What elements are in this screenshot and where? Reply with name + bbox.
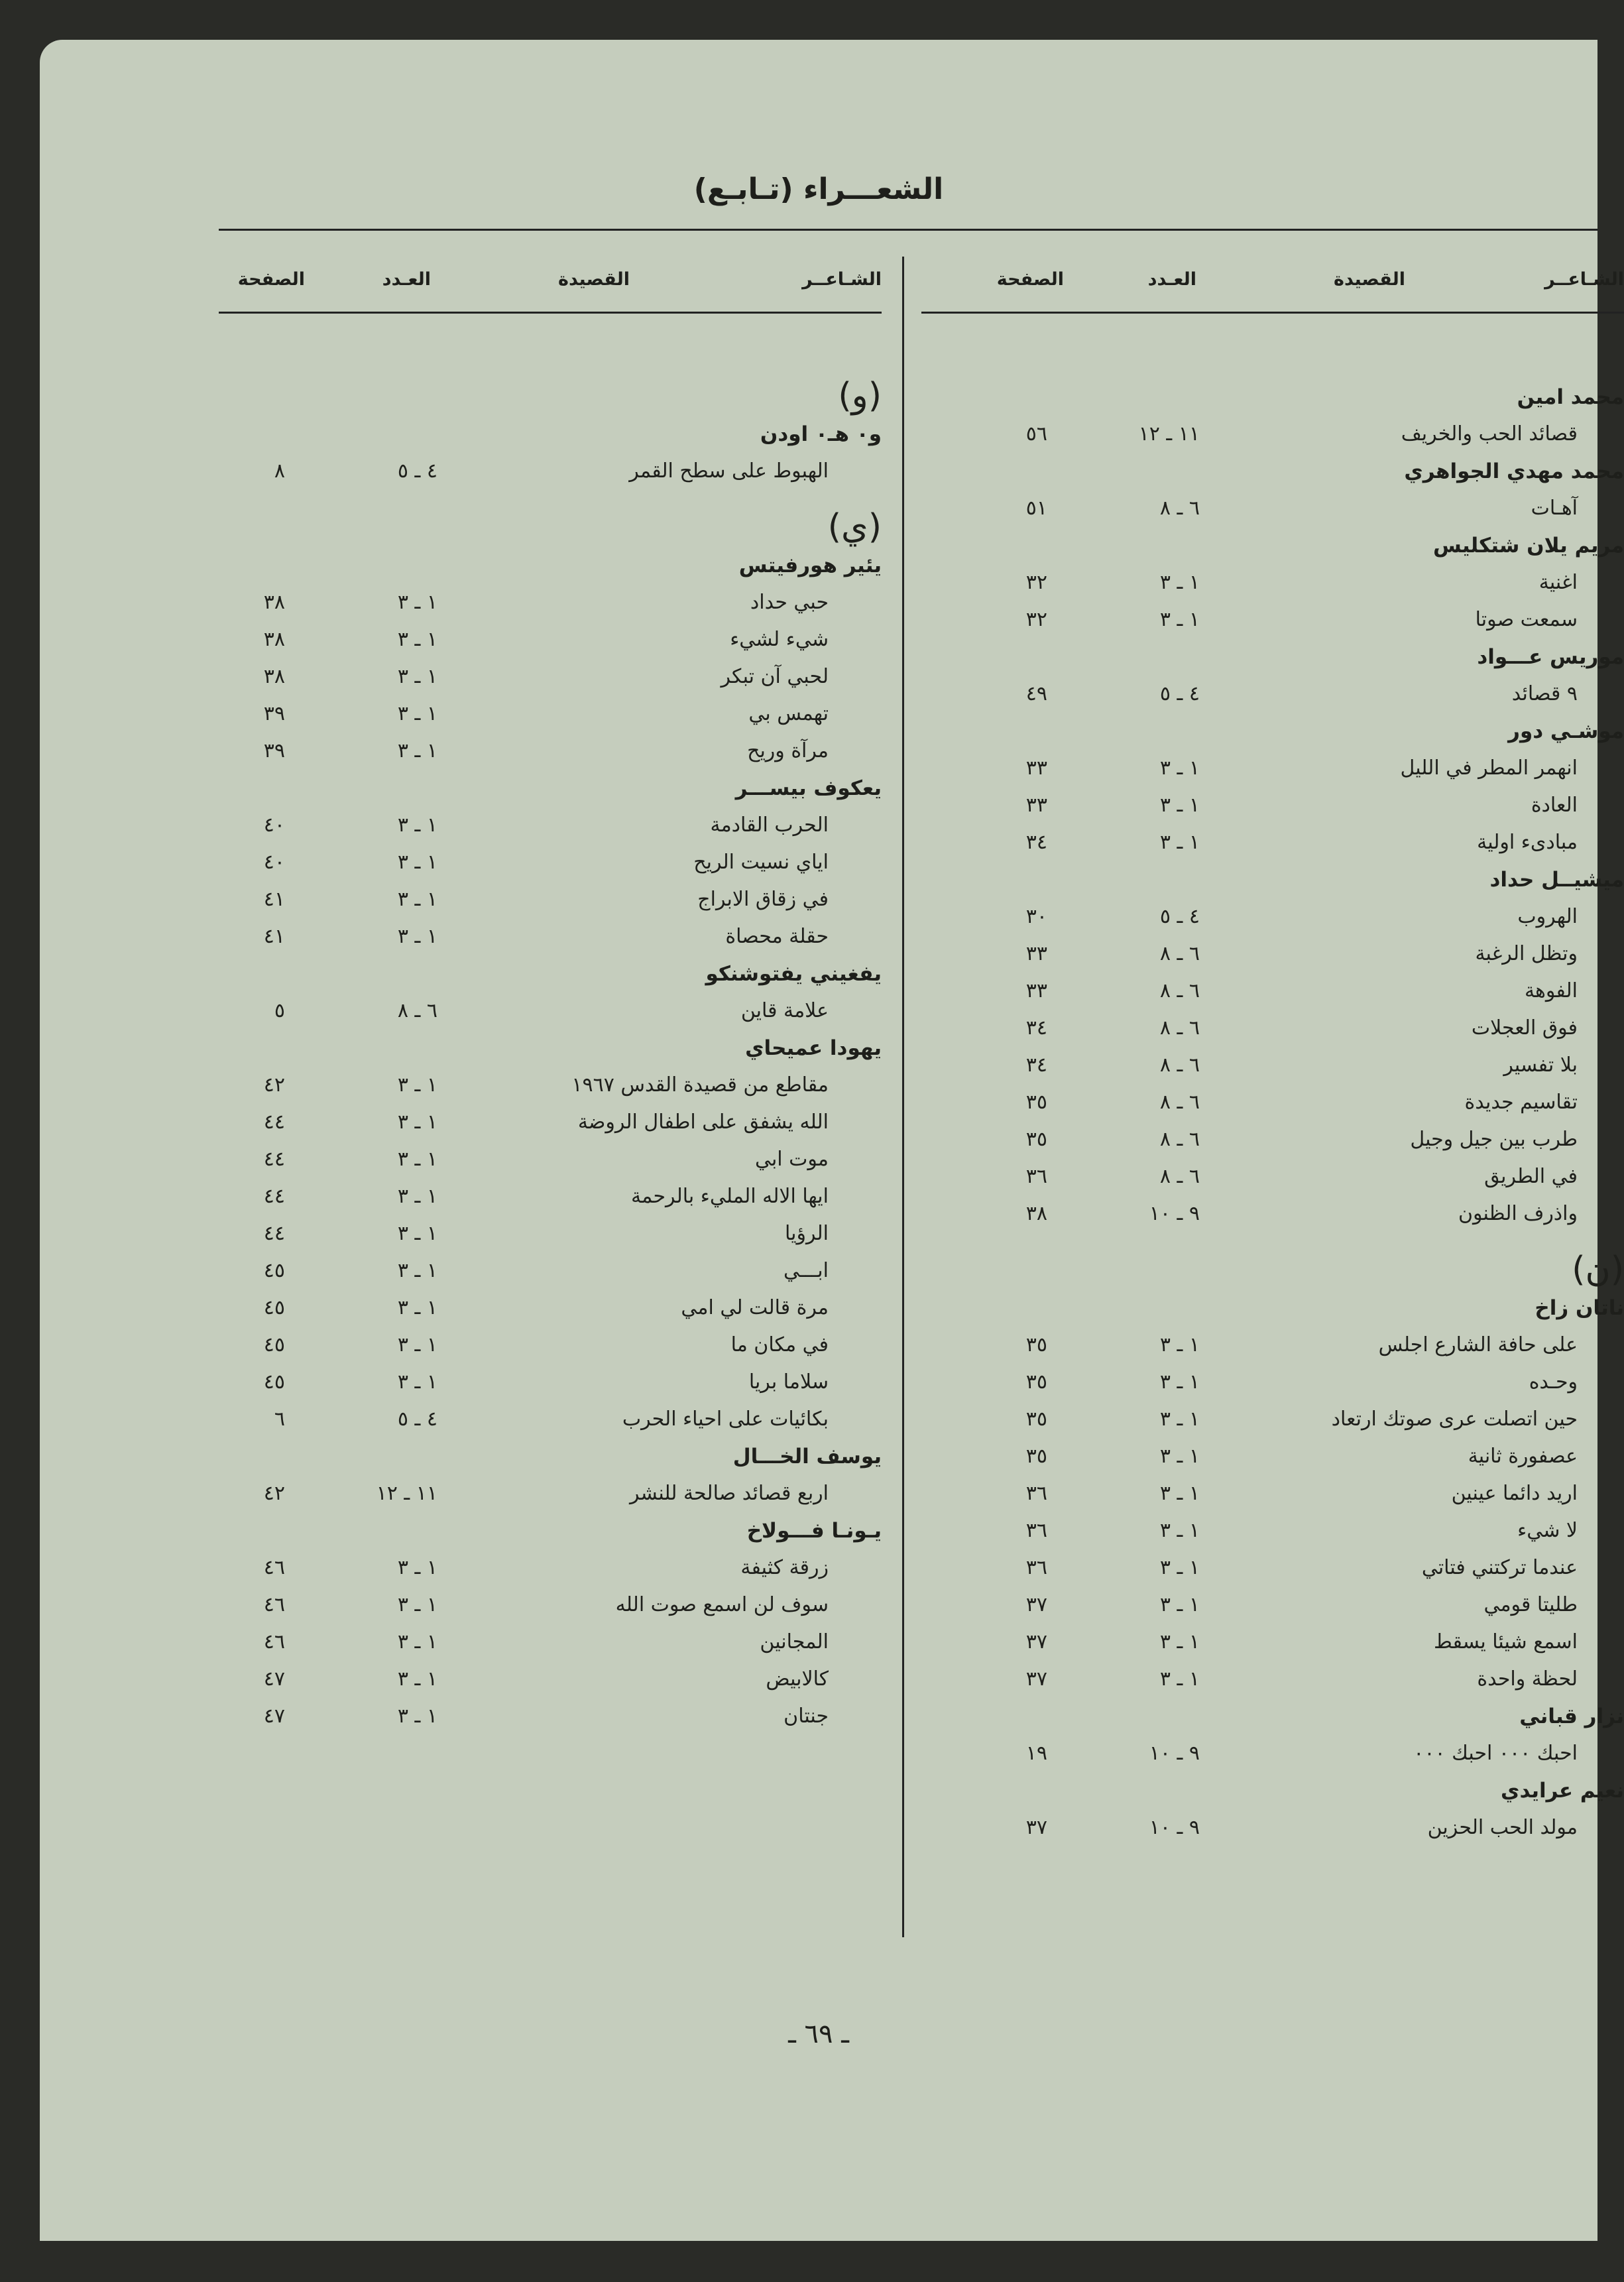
poem-title: الفوهة — [1524, 979, 1578, 1002]
poet-name-row — [921, 863, 1624, 900]
poet-name: محمد امين — [1517, 385, 1624, 409]
poet-name: و٠ هـ٠ اودن — [760, 422, 882, 446]
page-number-cell: ٤٠ — [263, 851, 285, 874]
table-row — [219, 1699, 882, 1736]
section-letter: (و) — [838, 376, 882, 416]
poet-name-row — [921, 1291, 1624, 1328]
poet-name-row — [219, 771, 882, 808]
top-rule — [219, 229, 1597, 231]
table-row — [219, 1625, 882, 1662]
poem-title: سلاما بريا — [748, 1370, 829, 1394]
issue-number: ١ ـ ٣ — [1159, 571, 1200, 594]
poem-title: مرة قالت لي امي — [681, 1296, 829, 1319]
page-number-cell: ١٩ — [1025, 1742, 1047, 1765]
table-row — [219, 1254, 882, 1291]
table-row — [219, 1551, 882, 1588]
poem-title: حبي حداد — [750, 591, 829, 614]
poem-title: بكائيات على احياء الحرب — [622, 1408, 829, 1431]
poem-title: مولد الحب الحزين — [1427, 1816, 1578, 1839]
poet-name-row — [921, 528, 1624, 566]
poem-title: بلا تفسير — [1503, 1053, 1578, 1077]
poet-name: مريم يلان شتكليس — [1433, 534, 1624, 558]
issue-number: ١ ـ ٣ — [397, 1185, 437, 1208]
table-row — [921, 751, 1624, 788]
poet-name: نعيم عرايدي — [1501, 1779, 1624, 1803]
poem-title: احبك ٠٠٠ احبك ٠٠٠ — [1413, 1742, 1578, 1765]
poet-name: يئير هورفيتس — [738, 554, 882, 577]
poet-name: موريس عـــواد — [1477, 645, 1624, 669]
page-number-cell: ٤٥ — [263, 1333, 285, 1356]
poem-title: مبادىء اولية — [1477, 831, 1578, 854]
table-row — [219, 1476, 882, 1514]
table-row — [921, 1122, 1624, 1160]
spacer — [921, 360, 1624, 380]
poet-name-row — [921, 640, 1624, 677]
poem-title: اريد دائما عينين — [1451, 1482, 1578, 1505]
page-number-cell: ٣٦ — [1025, 1165, 1047, 1188]
page-number-cell: ٣٥ — [1025, 1091, 1047, 1114]
table-row — [921, 1662, 1624, 1699]
table-row — [219, 920, 882, 957]
table-row — [921, 1625, 1624, 1662]
poet-name-row — [921, 714, 1624, 751]
page-number-cell: ٥١ — [1025, 497, 1047, 520]
page-number: ـ ٦٩ ـ — [788, 2019, 849, 2049]
issue-number: ٤ ـ ٥ — [397, 1408, 437, 1431]
poem-title: الحرب القادمة — [710, 813, 829, 837]
table-row — [921, 1476, 1624, 1514]
table-row — [219, 585, 882, 623]
issue-number: ١ ـ ٣ — [397, 1148, 437, 1171]
page-number-cell: ٤٠ — [263, 813, 285, 837]
page-number-cell: ٤٩ — [1025, 682, 1047, 705]
page-number-cell: ٤١ — [263, 888, 285, 911]
header-page: الصفحة — [237, 269, 305, 290]
left-column-header — [219, 265, 882, 314]
table-row — [219, 1291, 882, 1328]
issue-number: ١ ـ ٣ — [397, 1073, 437, 1097]
poet-name: نزار قباني — [1519, 1705, 1624, 1728]
section-letter-row — [921, 1250, 1624, 1291]
issue-number: ١ ـ ٣ — [397, 1667, 437, 1691]
header-page: الصفحة — [996, 269, 1064, 290]
poem-title: ابـــي — [783, 1259, 829, 1282]
poem-title: ايها الاله المليء بالرحمة — [631, 1185, 829, 1208]
table-row — [219, 1328, 882, 1365]
table-row — [921, 1402, 1624, 1439]
header-poem: القصيدة — [1334, 269, 1405, 290]
poem-title: موت ابي — [754, 1148, 829, 1171]
issue-number: ١ ـ ٣ — [1159, 1408, 1200, 1431]
issue-number: ١ ـ ٣ — [397, 1593, 437, 1616]
issue-number: ١ ـ ٣ — [1159, 756, 1200, 780]
issue-number: ١ ـ ٣ — [1159, 1593, 1200, 1616]
spacer — [219, 360, 882, 380]
poet-name-row — [219, 957, 882, 994]
page-number-cell: ٤٧ — [263, 1705, 285, 1728]
issue-number: ١ ـ ٣ — [1159, 1630, 1200, 1653]
issue-number: ١ ـ ٣ — [1159, 1445, 1200, 1468]
issue-number: ٦ ـ ٨ — [1159, 979, 1200, 1002]
issue-number: ١ ـ ٣ — [397, 1259, 437, 1282]
table-row — [219, 734, 882, 771]
poet-name: يعكوف بيســـر — [735, 776, 882, 800]
issue-number: ١ ـ ٣ — [1159, 1333, 1200, 1356]
issue-number: ٦ ـ ٨ — [1159, 1053, 1200, 1077]
issue-number: ١ ـ ٣ — [397, 851, 437, 874]
issue-number: ١ ـ ٣ — [397, 888, 437, 911]
table-row — [921, 1514, 1624, 1551]
header-poet: الشـاعــر — [802, 269, 882, 290]
header-poem: القصيدة — [558, 269, 630, 290]
spacer — [219, 491, 882, 511]
page-number-cell: ٣٥ — [1025, 1333, 1047, 1356]
poet-name: يهودا عميحاي — [745, 1036, 882, 1060]
page-number-cell: ٣٣ — [1025, 756, 1047, 780]
issue-number: ٩ ـ ١٠ — [1149, 1202, 1200, 1225]
poem-title: حين اتصلت عرى صوتك ارتعاد — [1331, 1408, 1578, 1431]
poem-title: تهمس بي — [748, 702, 829, 725]
page-number-cell: ٣٧ — [1025, 1630, 1047, 1653]
table-row — [921, 417, 1624, 454]
poem-title: المجانين — [760, 1630, 829, 1653]
page-number-cell: ٣٥ — [1025, 1445, 1047, 1468]
table-row — [921, 1588, 1624, 1625]
issue-number: ١ ـ ٣ — [397, 1333, 437, 1356]
issue-number: ٦ ـ ٨ — [1159, 1016, 1200, 1040]
page-number-cell: ٤٤ — [263, 1111, 285, 1134]
page-number-cell: ٣٥ — [1025, 1370, 1047, 1394]
issue-number: ٦ ـ ٨ — [1159, 497, 1200, 520]
left-column-rows — [219, 314, 882, 1736]
issue-number: ١ ـ ٣ — [397, 591, 437, 614]
poem-title: حقلة محصاة — [725, 925, 829, 948]
issue-number: ٤ ـ ٥ — [397, 459, 437, 483]
poet-name: محمد مهدي الجواهري — [1404, 459, 1624, 483]
issue-number: ١ ـ ٣ — [397, 813, 437, 837]
poem-title: فوق العجلات — [1471, 1016, 1578, 1040]
page-number-cell: ٤٤ — [263, 1148, 285, 1171]
poet-name: يوسف الخـــال — [732, 1445, 882, 1469]
section-letter-row — [219, 376, 882, 417]
poet-name-row — [219, 417, 882, 454]
poem-title: الله يشفق على اطفال الروضة — [577, 1111, 829, 1134]
poet-name-row — [921, 1699, 1624, 1736]
issue-number: ١ ـ ٣ — [397, 628, 437, 651]
issue-number: ٦ ـ ٨ — [397, 999, 437, 1022]
poem-title: اياي نسيت الريح — [693, 851, 829, 874]
page-number-cell: ٣٢ — [1025, 571, 1047, 594]
poem-title: طليتا قومي — [1483, 1593, 1578, 1616]
poem-title: وتظل الرغبة — [1475, 942, 1578, 965]
spacer — [921, 1234, 1624, 1254]
poem-title: مقاطع من قصيدة القدس ١٩٦٧ — [571, 1073, 829, 1097]
table-row — [219, 660, 882, 697]
table-row — [219, 697, 882, 734]
issue-number: ١ ـ ٣ — [1159, 608, 1200, 631]
table-row — [921, 566, 1624, 603]
poem-title: مرآة وريح — [747, 739, 829, 762]
poem-title: اربع قصائد صالحة للنشر — [630, 1482, 829, 1505]
issue-number: ١ ـ ٣ — [397, 739, 437, 762]
table-row — [219, 1662, 882, 1699]
page-number-cell: ٣٥ — [1025, 1408, 1047, 1431]
page-number-cell: ٨ — [274, 459, 285, 483]
page-number-cell: ٤٥ — [263, 1296, 285, 1319]
poem-title: جنتان — [783, 1705, 829, 1728]
table-row — [921, 1811, 1624, 1848]
poem-title: تقاسيم جديدة — [1464, 1091, 1578, 1114]
page-number-cell: ٦ — [274, 1408, 285, 1431]
issue-number: ١ ـ ٣ — [397, 1296, 437, 1319]
page-number-cell: ٤٦ — [263, 1630, 285, 1653]
table-row — [921, 1551, 1624, 1588]
table-row — [921, 1011, 1624, 1048]
issue-number: ١ ـ ٣ — [1159, 794, 1200, 817]
page-number-cell: ٣٤ — [1025, 1016, 1047, 1040]
poet-name: يفغيني يفتوشنكو — [705, 962, 882, 986]
page-number-cell: ٣٨ — [1025, 1202, 1047, 1225]
table-row — [921, 1160, 1624, 1197]
issue-number: ١ ـ ٣ — [1159, 1556, 1200, 1579]
poem-title: لحبي آن تبكر — [721, 665, 829, 688]
issue-number: ٦ ـ ٨ — [1159, 1165, 1200, 1188]
page-number-cell: ٤٦ — [263, 1556, 285, 1579]
poet-name: يـونـا فـــولاخ — [746, 1519, 882, 1543]
poem-title: العادة — [1531, 794, 1578, 817]
poem-title: اسمع شيئا يسقط — [1433, 1630, 1578, 1653]
poem-title: زرقة كثيفة — [740, 1556, 829, 1579]
header-issue: العـدد — [382, 269, 431, 290]
right-column-header — [921, 265, 1624, 314]
column-divider — [902, 257, 904, 1937]
header-poet: الشـاعــر — [1544, 269, 1624, 290]
header-issue: العـدد — [1147, 269, 1196, 290]
poet-name-row — [219, 1031, 882, 1068]
issue-number: ١ ـ ٣ — [397, 702, 437, 725]
issue-number: ١ ـ ٣ — [397, 665, 437, 688]
table-row — [219, 1365, 882, 1402]
table-row — [219, 994, 882, 1031]
page-number-cell: ٤٢ — [263, 1482, 285, 1505]
table-row — [921, 825, 1624, 863]
poet-name-row — [219, 548, 882, 585]
page-number-cell: ٣٢ — [1025, 608, 1047, 631]
page-number-cell: ٤٧ — [263, 1667, 285, 1691]
poem-title: اغنية — [1538, 571, 1578, 594]
page-number-cell: ٤٢ — [263, 1073, 285, 1097]
issue-number: ٦ ـ ٨ — [1159, 942, 1200, 965]
page-number-cell: ٣٨ — [263, 665, 285, 688]
table-row — [921, 1736, 1624, 1773]
issue-number: ١ ـ ٣ — [397, 1705, 437, 1728]
poet-name-row — [921, 1773, 1624, 1811]
table-row — [219, 1068, 882, 1105]
page-number-cell: ٥٦ — [1025, 422, 1047, 446]
page-number-cell: ٣٥ — [1025, 1128, 1047, 1151]
issue-number: ٤ ـ ٥ — [1159, 905, 1200, 928]
page-number-cell: ٣٤ — [1025, 831, 1047, 854]
page-number-cell: ٣٧ — [1025, 1593, 1047, 1616]
poem-title: شيء لشيء — [730, 628, 829, 651]
issue-number: ١ ـ ٣ — [1159, 1370, 1200, 1394]
poem-title: طرب بين جيل وجيل — [1410, 1128, 1578, 1151]
issue-number: ١ ـ ٣ — [397, 1630, 437, 1653]
page-number-cell: ٣٣ — [1025, 942, 1047, 965]
page-number-cell: ٤٤ — [263, 1185, 285, 1208]
table-row — [219, 454, 882, 491]
poem-title: في مكان ما — [730, 1333, 829, 1356]
issue-number: ١ ـ ٣ — [1159, 831, 1200, 854]
poem-title: لحظة واحدة — [1477, 1667, 1578, 1691]
table-row — [219, 882, 882, 920]
page-number-cell: ٣٦ — [1025, 1482, 1047, 1505]
poem-title: عصفورة ثانية — [1468, 1445, 1578, 1468]
table-row — [921, 1048, 1624, 1085]
issue-number: ١ ـ ٣ — [397, 1556, 437, 1579]
poem-title: ٩ قصائد — [1511, 682, 1578, 705]
page-number-cell: ٤٥ — [263, 1370, 285, 1394]
poem-title: وحـده — [1529, 1370, 1578, 1394]
poem-title: لا شيء — [1517, 1519, 1578, 1542]
table-row — [219, 808, 882, 845]
poem-title: قصائد الحب والخريف — [1401, 422, 1578, 446]
table-row — [921, 1439, 1624, 1476]
issue-number: ١ ـ ٣ — [1159, 1482, 1200, 1505]
page-number-cell: ٣٨ — [263, 591, 285, 614]
poet-name-row — [219, 1514, 882, 1551]
poet-name-row — [921, 454, 1624, 491]
page-number-cell: ٣٦ — [1025, 1556, 1047, 1579]
table-row — [921, 937, 1624, 974]
table-row — [921, 1328, 1624, 1365]
page-number-cell: ٤١ — [263, 925, 285, 948]
page-number-cell: ٣٠ — [1025, 905, 1047, 928]
poet-name: ميشيــل حداد — [1489, 868, 1624, 892]
poet-name: موشـي دور — [1508, 719, 1624, 743]
poem-title: الرؤيا — [784, 1222, 829, 1245]
issue-number: ٩ ـ ١٠ — [1149, 1816, 1200, 1839]
poem-title: عندما تركتني فتاتي — [1421, 1556, 1578, 1579]
poem-title: في الطريق — [1484, 1165, 1578, 1188]
issue-number: ١ ـ ٣ — [397, 1370, 437, 1394]
page-number-cell: ٣٩ — [263, 702, 285, 725]
issue-number: ٦ ـ ٨ — [1159, 1128, 1200, 1151]
poem-title: علامة قاين — [740, 999, 829, 1022]
right-column-rows — [921, 314, 1624, 1848]
poet-name: ناتان زاخ — [1535, 1296, 1624, 1320]
page-number-cell: ٣٤ — [1025, 1053, 1047, 1077]
table-row — [219, 1588, 882, 1625]
poet-name-row — [921, 380, 1624, 417]
page-number-cell: ٣٦ — [1025, 1519, 1047, 1542]
table-row — [921, 677, 1624, 714]
table-row — [921, 1365, 1624, 1402]
poem-title: الهروب — [1517, 905, 1578, 928]
poem-title: كالابيض — [766, 1667, 829, 1691]
issue-number: ١ ـ ٣ — [397, 1111, 437, 1134]
table-row — [921, 603, 1624, 640]
page-number-cell: ٣٣ — [1025, 794, 1047, 817]
poem-title: على حافة الشارع اجلس — [1378, 1333, 1578, 1356]
issue-number: ١ ـ ٣ — [397, 925, 437, 948]
section-letter: (ن) — [1572, 1250, 1624, 1290]
table-row — [219, 623, 882, 660]
issue-number: ١١ ـ ١٢ — [376, 1482, 437, 1505]
table-row — [921, 974, 1624, 1011]
poem-title: الهبوط على سطح القمر — [629, 459, 829, 483]
poem-title: واذرف الظنون — [1458, 1202, 1578, 1225]
poem-title: سوف لن اسمع صوت الله — [615, 1593, 829, 1616]
poem-title: في زقاق الابراج — [697, 888, 829, 911]
page-number-cell: ٤٤ — [263, 1222, 285, 1245]
page-number-cell: ٣٩ — [263, 739, 285, 762]
table-row — [219, 845, 882, 882]
page-number-cell: ٣٧ — [1025, 1667, 1047, 1691]
section-letter: (ي) — [827, 507, 882, 547]
page-number-cell: ٣٣ — [1025, 979, 1047, 1002]
issue-number: ١ ـ ٣ — [1159, 1519, 1200, 1542]
page-number-cell: ٥ — [274, 999, 285, 1022]
table-row — [921, 900, 1624, 937]
table-row — [921, 1085, 1624, 1122]
issue-number: ٩ ـ ١٠ — [1149, 1742, 1200, 1765]
document-page — [40, 40, 1624, 2241]
poem-title: انهمر المطر في الليل — [1400, 756, 1578, 780]
table-row — [921, 788, 1624, 825]
page-number-cell: ٣٨ — [263, 628, 285, 651]
table-row — [219, 1217, 882, 1254]
table-row — [219, 1402, 882, 1439]
page-number-cell: ٤٦ — [263, 1593, 285, 1616]
poem-title: آهـات — [1531, 497, 1578, 520]
table-row — [219, 1105, 882, 1142]
page-number-cell: ٤٥ — [263, 1259, 285, 1282]
issue-number: ١ ـ ٣ — [397, 1222, 437, 1245]
issue-number: ١ ـ ٣ — [1159, 1667, 1200, 1691]
issue-number: ٦ ـ ٨ — [1159, 1091, 1200, 1114]
page-title: الشعـــراء (تـابـع) — [693, 172, 944, 206]
page-number-cell: ٣٧ — [1025, 1816, 1047, 1839]
section-letter-row — [219, 507, 882, 548]
table-row — [921, 491, 1624, 528]
table-row — [219, 1179, 882, 1217]
issue-number: ١١ ـ ١٢ — [1138, 422, 1200, 446]
poem-title: سمعت صوتا — [1475, 608, 1578, 631]
left-column — [219, 265, 882, 1736]
poet-name-row — [219, 1439, 882, 1476]
table-row — [219, 1142, 882, 1179]
right-column — [921, 265, 1624, 1848]
table-row — [921, 1197, 1624, 1234]
issue-number: ٤ ـ ٥ — [1159, 682, 1200, 705]
